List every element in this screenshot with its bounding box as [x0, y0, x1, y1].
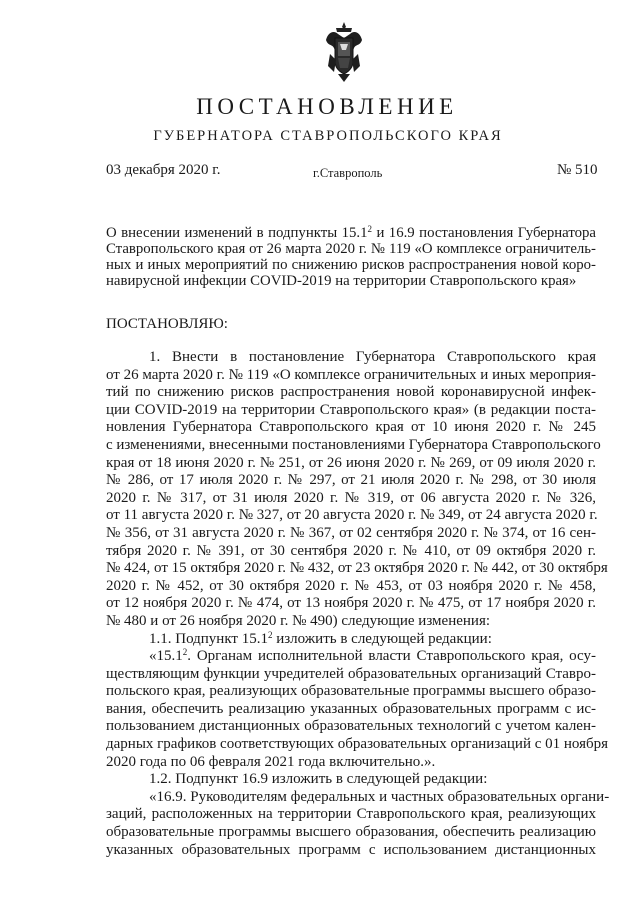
body-line: № 480 и от 26 ноября 2020 г. № 490) следующие изменения: [106, 612, 491, 629]
body-line: заций, расположенных на территории Ставропольского края, реализующих [106, 806, 596, 823]
decree-word: ПОСТАНОВЛЯЮ: [106, 316, 228, 332]
body-line: 2020 г. № 317, от 31 июля 2020 г. № 319, от 06 августа 2020 г. № 326, [106, 489, 596, 506]
body-line: № 356, от 31 августа 2020 г. № 367, от 02 сентября 2020 г. № 374, от 16 сен- [106, 524, 596, 541]
body-line: 1.2. Подпункт 16.9 изложить в следующей редакции: [149, 771, 488, 788]
body-line: польского края, реализующих образовательные программы высшего образо- [106, 683, 596, 700]
body-line: «16.9. Руководителям федеральных и частных образовательных органи- [149, 788, 610, 805]
body-line: от 11 августа 2020 г. № 327, от 20 августа 2020 г. № 349, от 24 августа 2020 г. [106, 507, 598, 524]
document-date: 03 декабря 2020 г. [106, 162, 221, 178]
document-city: г.Ставрополь [313, 166, 383, 180]
body-line: 2020 года по 06 февраля 2021 года включительно.». [106, 753, 436, 770]
body-line: от 26 марта 2020 г. № 119 «О комплексе ограничительных и иных мероприя- [106, 366, 597, 383]
subject-line: ных и иных мероприятий по снижению рисков распространения новой коро- [106, 257, 596, 273]
body-line: пользованием дистанционных образовательных технологий с учетом кален- [106, 718, 596, 735]
coat-of-arms-emblem [324, 20, 364, 84]
body-line: дарных графиков соответствующих образовательных организаций с 01 ноября [106, 736, 609, 753]
subject-line: Ставропольского края от 26 марта 2020 г. № 119 «О комплексе ограничитель- [106, 241, 596, 257]
subject-line: О внесении изменений в подпункты 15.1$^2$ и 16.9 постановления Губернатора [106, 224, 596, 241]
body-line: тября 2020 г. № 391, от 30 сентября 2020 г. № 410, от 09 октября 2020 г. [106, 542, 596, 559]
body-line: 1.1. Подпункт 15.1$^2$ изложить в следующей редакции: [149, 629, 492, 647]
body-line: № 424, от 15 октября 2020 г. № 432, от 23 октября 2020 г. № 442, от 30 октября [106, 560, 608, 577]
body-line: вания, обеспечить реализацию указанных образовательных программ с ис- [106, 700, 596, 717]
document-body [106, 349, 610, 859]
subject-line: навирусной инфекции COVID-2019 на территории Ставропольского края» [106, 273, 577, 289]
document-subject [106, 225, 596, 289]
body-line: от 12 ноября 2020 г. № 474, от 13 ноября 2020 г. № 475, от 17 ноября 2020 г. [106, 595, 596, 612]
body-line: тий по снижению рисков распространения новой коронавирусной инфек- [106, 384, 596, 401]
body-line: 2020 г. № 452, от 30 октября 2020 г. № 453, от 03 ноября 2020 г. № 458, [106, 577, 596, 594]
body-line: с изменениями, внесенными постановлениями Губернатора Ставропольского [106, 436, 601, 453]
body-line: образовательные программы высшего образования, обеспечить реализацию [106, 824, 596, 841]
body-line: указанных образовательных программ с использованием дистанционных [106, 841, 596, 858]
document-title: ПОСТАНОВЛЕНИЕ [196, 94, 458, 119]
document-number: № 510 [557, 162, 598, 178]
body-line: края от 18 июня 2020 г. № 251, от 26 июня 2020 г. № 269, от 09 июля 2020 г. [106, 454, 596, 471]
body-line: № 286, от 17 июля 2020 г. № 297, от 21 июля 2020 г. № 298, от 30 июля [106, 472, 596, 489]
body-line: новления Губернатора Ставропольского края от 10 июня 2020 г. № 245 [106, 419, 596, 436]
body-line: «15.1$^2$. Органам исполнительной власти Ставропольского края, осу- [149, 647, 596, 665]
document-subtitle: ГУБЕРНАТОРА СТАВРОПОЛЬСКОГО КРАЯ [153, 128, 503, 144]
body-line: ции COVID-2019 на территории Ставропольского края» (в редакции поста- [106, 401, 596, 418]
body-line: 1. Внести в постановление Губернатора Ставропольского края [149, 349, 596, 365]
body-line: ществляющим функции учредителей образовательных организаций Ставро- [106, 665, 596, 682]
